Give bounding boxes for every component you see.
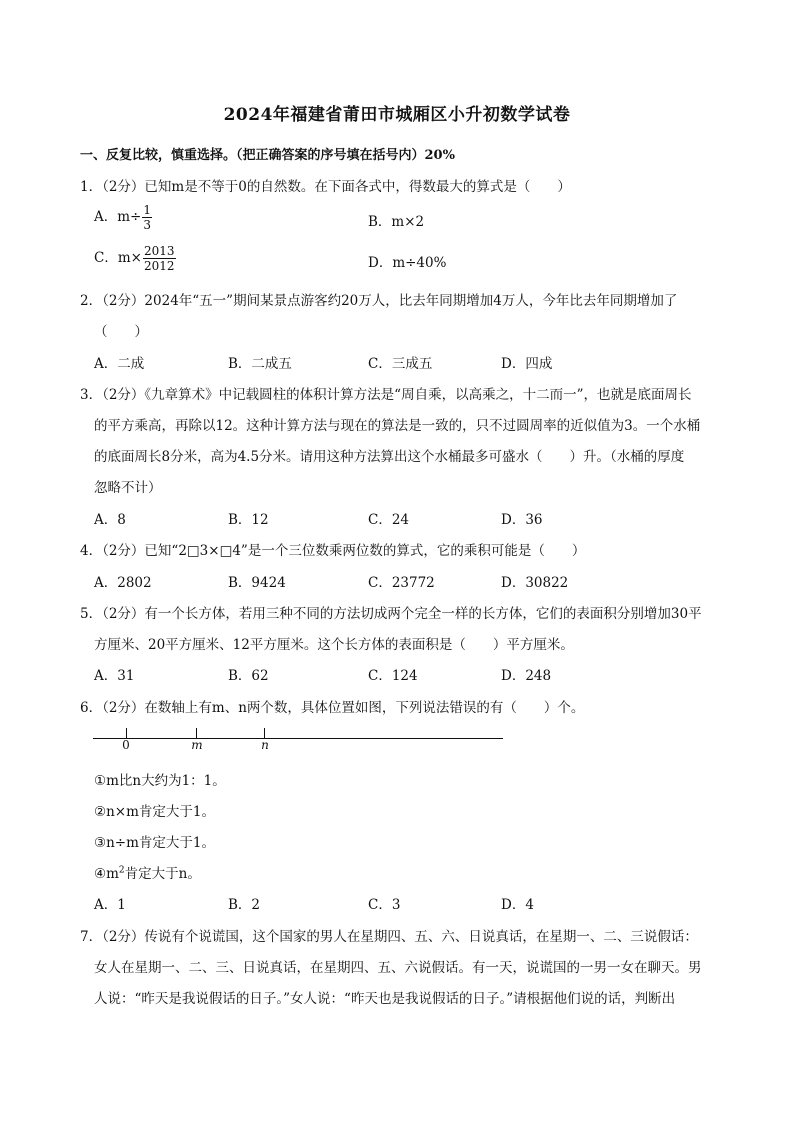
section-heading: 一、反复比较，慎重选择。（把正确答案的序号填在括号内）20% [80,148,455,163]
question-3-line-3: 的底面周长8分米，高为4.5分米。请用这种方法算出这个水桶最多可盛水（ ）升。（水桶的厚度 [94,449,685,465]
tick-label-m: m [191,738,203,752]
question-7-line-2: 女人在星期一、二、三、日说真话，在星期四、五、六说假话。有一天，说谎国的一男一女在聊天。男 [94,960,702,976]
question-2-option-b: B．二成五 [228,356,292,372]
question-6-option-d: D．4 [501,897,534,913]
question-3-option-c: C．24 [368,512,410,528]
question-7-line-3: 人说：“昨天是我说假话的日子。”女人说：“昨天也是我说假话的日子。”请根据他们说的话，判断出 [94,991,676,1007]
number-line-axis [93,738,503,739]
question-4-option-d: D．30822 [501,575,569,591]
question-2-option-d: D．四成 [501,356,553,372]
question-3-line-1: 3．（2分）《九章算术》中记载圆柱的体积计算方法是“周自乘，以高乘之，十二而一”，也就是底面周长 [80,387,692,403]
question-5-line-2: 方厘米、20平方厘米、12平方厘米。这个长方体的表面积是（ ）平方厘米。 [94,637,574,653]
question-5-option-a: A．31 [94,668,135,684]
question-6-statement-2: ②n×m肯定大于1。 [94,804,215,820]
question-6-statement-3: ③n÷m肯定大于1。 [94,835,215,851]
question-3-line-4: 忽略不计） [94,480,162,496]
question-6-statement-4: $④m^2$肯定大于n。 [94,865,201,882]
question-1-option-b: B．m×2 [368,214,425,230]
question-3-option-d: D．36 [501,512,543,528]
question-5-option-d: D．248 [501,668,552,684]
question-1-stem: 1．（2分）已知m是不等于0的自然数。在下面各式中，得数最大的算式是（ ） [80,179,571,195]
question-3-line-2: 的平方乘高，再除以12。这种计算方法与现在的算法是一致的，只不过圆周率的近似值为3。一个水桶 [94,418,701,434]
question-7-line-1: 7．（2分）传说有个说谎国，这个国家的男人在星期四、五、六、日说真话，在星期一、二、三说假话： [80,929,698,945]
question-2-line-1: 2．（2分）2024年“五一”期间某景点游客约20万人，比去年同期增加4万人，今年比去年同期增加了 [80,293,678,309]
question-5-option-c: C．124 [368,668,418,684]
question-2-option-c: C．三成五 [368,356,433,372]
question-6-line-1: 6．（2分）在数轴上有m、n两个数，具体位置如图，下列说法错误的有（ ）个。 [80,700,585,716]
question-6-option-a: A．1 [94,897,126,913]
fraction: $\frac{1}{3}$ [143,203,152,232]
question-6-option-c: C．3 [368,897,401,913]
question-1-option-a: A．m÷ $\frac{1}{3}$ [94,203,152,232]
tick-label-n: n [261,738,269,752]
number-line [93,728,503,758]
question-4-option-a: A．2802 [94,575,152,591]
question-2-option-a: A．二成 [94,356,145,372]
question-1-option-d: D．m÷40% [368,255,447,271]
question-3-option-b: B．12 [228,512,269,528]
question-5-line-1: 5．（2分）有一个长方体，若用三种不同的方法切成两个完全一样的长方体，它们的表面积分别增加30平 [80,606,702,622]
question-3-option-a: A．8 [94,512,126,528]
question-1-option-c: C．m× $\frac{2013}{2012}$ [94,244,175,273]
question-5-option-b: B．62 [228,668,269,684]
question-4-option-c: C．23772 [368,575,435,591]
question-6-statement-1: ①m比n大约为1：1。 [94,773,226,789]
question-6-option-b: B．2 [228,897,261,913]
question-2-line-2: （ ） [94,324,148,340]
exam-title: 2024年福建省莆田市城厢区小升初数学试卷 [223,105,571,125]
tick-label-zero: 0 [122,738,130,752]
question-4-option-b: B．9424 [228,575,286,591]
question-4-line-1: 4．（2分）已知“2□3×□4”是一个三位数乘两位数的算式，它的乘积可能是（ ） [80,543,586,559]
fraction: $\frac{2013}{2012}$ [143,244,175,273]
